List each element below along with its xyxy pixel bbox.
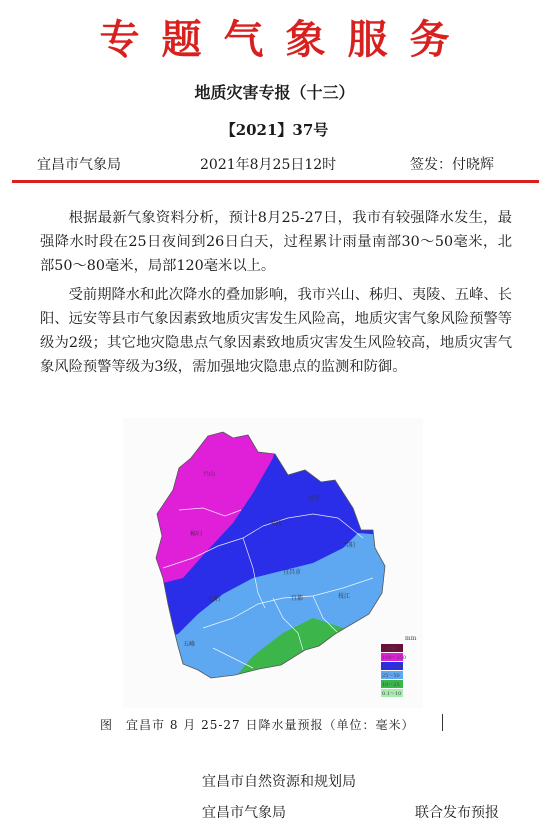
place-yichang: 宜昌市 [283,569,302,576]
place-changyang: 长阳 [208,596,221,603]
place-xingshan: 兴山 [203,471,216,478]
legend-label-0: ＞250 [382,646,397,652]
issuer-meteorology: 宜昌市气象局 [202,805,286,821]
legend-label-1: 100～250 [382,655,407,661]
map-caption: 图 宜昌市 8 月 25-27 日降水量预报（单位：毫米） [100,718,415,732]
text-cursor [442,714,443,731]
place-wufeng: 五峰 [183,641,196,648]
place-yiling: 夷陵 [270,520,283,527]
legend-label-4: 10～25 [382,682,400,688]
place-zhijiang: 枝江 [338,593,351,600]
service-banner: 专题气象服务 [99,16,472,63]
precipitation-map-graphic [123,418,423,708]
risk-paragraph: 受前期降水和此次降水的叠加影响，我市兴山、秭归、夷陵、五峰、长阳、远安等县市气象因素致地质灾害发生风险高，地质灾害气象风险预警等级为2级；其它地灾隐患点气象因素致地质灾害发生风险较高，地质灾害气象风险预警等级为3级，需加强地灾隐患点的监测和防御。 [40,287,512,375]
bureau-name: 宜昌市气象局 [37,157,121,173]
map-legend [381,635,417,697]
joint-release-label: 联合发布预报 [415,805,499,821]
legend-label-2: 50～100 [382,664,403,670]
rainfall-zones [123,418,423,708]
issue-datetime: 2021年8月25日12时 [200,157,337,173]
issue-number: 【2021】37号 [220,121,329,139]
signer: 签发：付晓辉 [410,157,494,173]
forecast-paragraph: 根据最新气象资料分析，预计8月25-27日，我市有较强降水发生，最强降水时段在25日夜间到26日白天，过程累计雨量南部30～50毫米，北部50～80毫米，局部120毫米以上。 [40,210,512,274]
report-subtitle: 地质灾害专报（十三） [194,83,355,102]
legend-unit: mm [405,635,417,642]
issuer-natural-resources: 宜昌市自然资源和规划局 [202,774,356,790]
header-divider [12,180,539,183]
place-yuanan: 远安 [308,495,321,502]
precipitation-map [123,418,423,708]
legend-label-3: 25～50 [382,673,400,679]
legend-label-5: 0.1～10 [382,691,402,697]
place-dangyang: 当阳 [343,542,356,549]
place-yidu: 宜都 [291,595,304,602]
place-zigui: 秭归 [190,531,203,538]
